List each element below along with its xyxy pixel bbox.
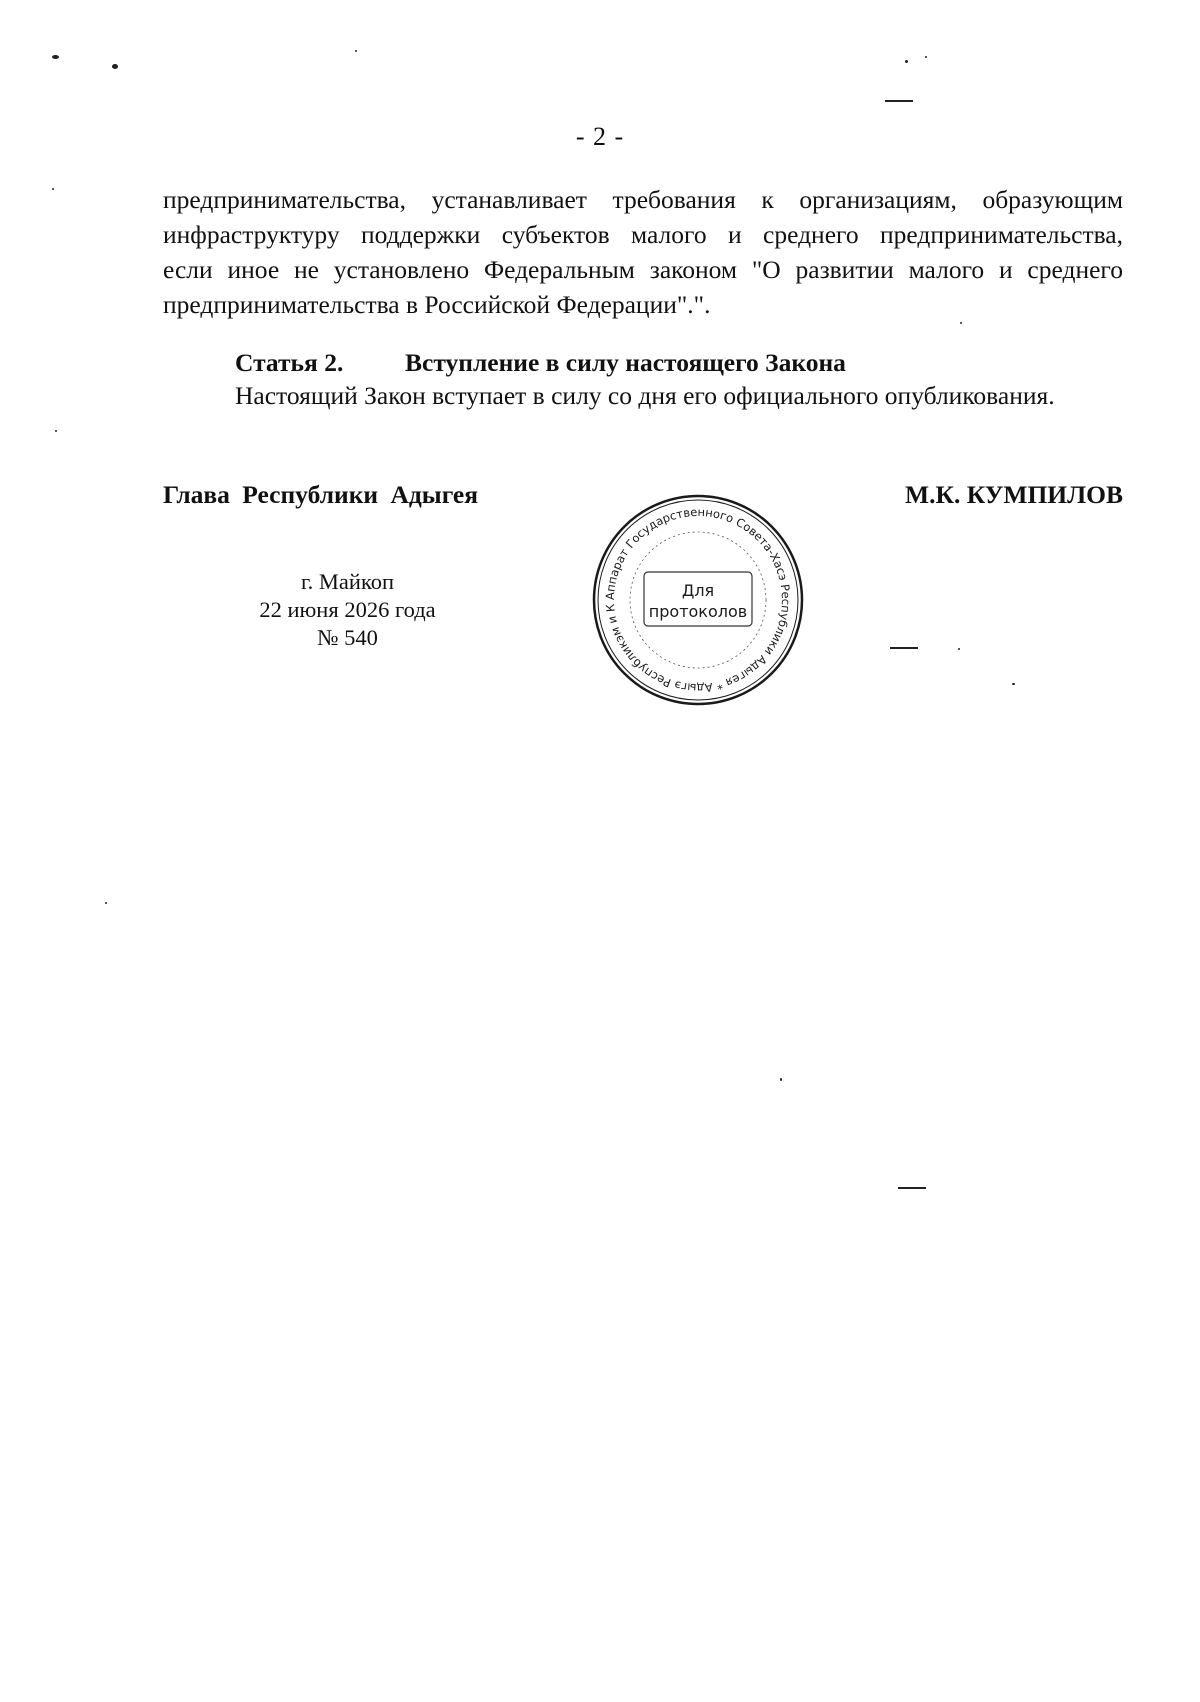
scan-speck [52,188,54,190]
article-title: Вступление в силу настоящего Закона [405,348,846,377]
seal-center-line2: протоколов [648,602,748,621]
seal-outer-ring [594,496,802,704]
continuation-line: если иное не установлено Федеральным законом "О развитии малого и среднего [163,255,1123,284]
seal-center-line1: Для [681,581,715,600]
scan-speck [960,322,962,324]
seal-outer-text: Аппарат Государственного Совета-Хасэ Республики Адыгея * Адыгэ Республикэм и К [602,504,794,696]
scan-speck [55,430,57,432]
seal-middle-ring [630,532,766,668]
signatory-name: М.К. КУМПИЛОВ [905,480,1123,509]
article-heading [235,348,846,378]
document-number: № 540 [317,625,378,650]
scan-speck [355,50,357,52]
continuation-line: предпринимательства, устанавливает требования к организациям, образующим [163,185,1123,214]
seal-inner-ring [598,500,798,700]
continuation-line: инфраструктуру поддержки субъектов малого и среднего предпринимательства, [163,220,1123,249]
article-number: Статья 2. [235,348,344,377]
scan-speck [925,56,927,58]
official-seal [588,490,808,710]
scan-speck [52,55,59,59]
page-number: - 2 - [575,122,625,151]
seal-graphic [588,490,808,710]
scan-speck [112,64,118,69]
city: г. Майкоп [300,569,395,594]
place-date-block [250,568,445,652]
signatory-position: Глава Республики Адыгея [163,480,479,509]
scan-mark [890,647,918,649]
date: 22 июня 2026 года [259,597,436,622]
scan-speck [105,902,107,904]
scan-mark [885,100,913,102]
continuation-line: предпринимательства в Российской Федерации".". [163,290,711,319]
continuation-paragraph [163,182,1123,322]
scan-mark [898,1187,926,1189]
scan-speck [780,1078,782,1081]
scan-speck [1012,683,1015,685]
scan-speck [958,648,960,650]
article-body: Настоящий Закон вступает в силу со дня его официального опубликования. [235,381,1055,410]
scan-speck [905,60,908,63]
